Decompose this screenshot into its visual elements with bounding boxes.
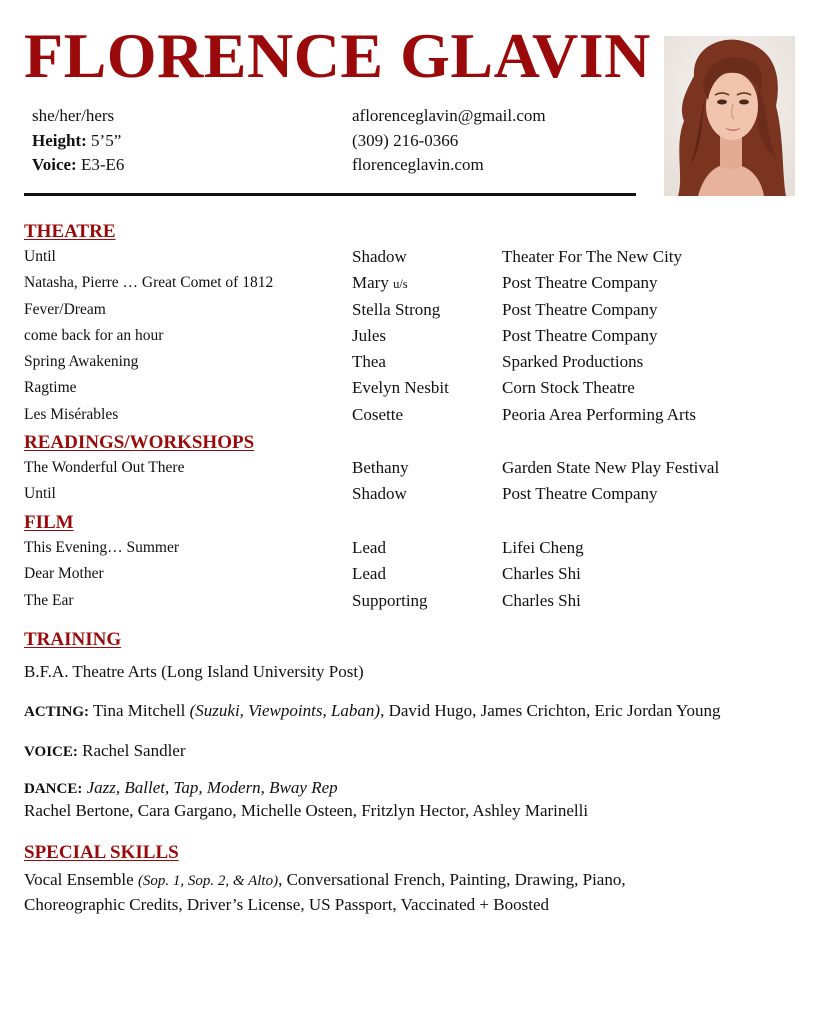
production-title: Ragtime (24, 379, 77, 397)
list-item (0, 481, 822, 507)
role: Bethany (352, 458, 409, 477)
film-heading: FILM (24, 512, 74, 533)
pronouns: she/her/hers (32, 106, 115, 125)
dance-teachers: Rachel Bertone, Cara Gargano, Michelle Osteen, Fritzlyn Hector, Ashley Marinelli (24, 801, 589, 820)
list-item (0, 297, 822, 323)
role (352, 270, 408, 297)
acting-training (24, 700, 721, 723)
production-title: come back for an hour (24, 326, 164, 344)
phone-number: (309) 216-0366 (352, 130, 459, 150)
company: Garden State New Play Festival (502, 458, 720, 477)
role: Evelyn Nesbit (352, 378, 449, 398)
skills-line2: Choreographic Credits, Driver’s License, US Passport, Vaccinated + Boosted (24, 895, 549, 914)
voice-range (32, 153, 124, 178)
film-title: This Evening… Summer (24, 539, 179, 556)
company: Post Theatre Company (502, 299, 658, 319)
skill-vocal-note: (Sop. 1, Sop. 2, & Alto) (137, 873, 279, 889)
theatre-list (0, 244, 822, 428)
list-item (0, 375, 822, 401)
list-item (0, 270, 822, 296)
skills-heading: SPECIAL SKILLS (24, 842, 179, 863)
height-value: 5’5” (91, 130, 122, 150)
role: Lead (352, 538, 386, 557)
role: Lead (352, 564, 386, 584)
contact-info (352, 104, 546, 178)
director: Charles Shi (502, 590, 581, 610)
headshot-photo (664, 36, 795, 196)
company: Peoria Area Performing Arts (502, 404, 697, 424)
director: Lifei Cheng (502, 538, 584, 557)
acting-methods: (Suzuki, Viewpoints, Laban) (189, 701, 381, 720)
training-heading: TRAINING (24, 629, 122, 650)
list-item (0, 323, 822, 349)
dance-label: DANCE: (24, 781, 83, 797)
role-name: Mary (352, 273, 389, 293)
director: Charles Shi (502, 564, 581, 584)
headshot-portrait-icon (664, 36, 795, 196)
height-label: Height: (32, 130, 87, 150)
production-title: Until (24, 248, 56, 265)
production-title: Natasha, Pierre … Great Comet of 1812 (24, 274, 274, 292)
list-item (0, 588, 822, 614)
company: Corn Stock Theatre (502, 378, 635, 398)
role: Shadow (352, 247, 407, 266)
role: Stella Strong (352, 299, 441, 319)
voice-training-label: VOICE: (24, 744, 78, 760)
list-item (0, 244, 822, 270)
role: Thea (352, 352, 386, 372)
dance-training (24, 777, 588, 822)
company: Post Theatre Company (502, 484, 658, 504)
production-title: Fever/Dream (24, 300, 106, 318)
degree: B.F.A. Theatre Arts (Long Island University Post) (24, 662, 364, 681)
list-item (0, 349, 822, 375)
skills-line1-rest: , Conversational French, Painting, Drawing, Piano, (278, 870, 626, 889)
readings-heading: READINGS/WORKSHOPS (24, 432, 255, 453)
company: Post Theatre Company (502, 273, 658, 293)
production-title: Until (24, 485, 56, 503)
resume-name: FLORENCE GLAVIN (24, 20, 651, 91)
website-link[interactable]: florenceglavin.com (352, 155, 484, 174)
readings-list (0, 455, 822, 508)
role: Cosette (352, 404, 403, 424)
voice-value: E3-E6 (80, 155, 125, 174)
height (32, 129, 124, 154)
company: Theater For The New City (502, 247, 683, 266)
voice-teacher: Rachel Sandler (82, 741, 186, 760)
skills-text (24, 868, 626, 917)
acting-teacher: Tina Mitchell (92, 701, 186, 720)
understudy-note: u/s (393, 277, 408, 292)
acting-label: ACTING: (24, 704, 90, 720)
production-title: The Wonderful Out There (24, 459, 185, 476)
list-item (0, 402, 822, 428)
list-item (0, 455, 822, 481)
role: Shadow (352, 484, 407, 504)
production-title: Spring Awakening (24, 353, 139, 371)
personal-info (32, 104, 124, 178)
skill-vocal: Vocal Ensemble (24, 870, 134, 889)
theatre-heading: THEATRE (24, 221, 116, 242)
film-title: The Ear (24, 591, 74, 609)
role: Jules (352, 325, 386, 345)
list-item (0, 561, 822, 587)
acting-teachers-rest: , David Hugo, James Crichton, Eric Jordan Young (380, 701, 721, 720)
production-title: Les Misérables (24, 405, 119, 423)
email-link[interactable]: aflorenceglavin@gmail.com (352, 106, 546, 125)
list-item (0, 535, 822, 561)
role: Supporting (352, 590, 428, 610)
film-title: Dear Mother (24, 565, 104, 583)
company: Post Theatre Company (502, 325, 658, 345)
header-divider (24, 193, 636, 196)
dance-styles: Jazz, Ballet, Tap, Modern, Bway Rep (86, 778, 338, 797)
voice-label: Voice: (32, 155, 77, 174)
film-list (0, 535, 822, 614)
voice-training (24, 740, 186, 763)
company: Sparked Productions (502, 352, 644, 372)
